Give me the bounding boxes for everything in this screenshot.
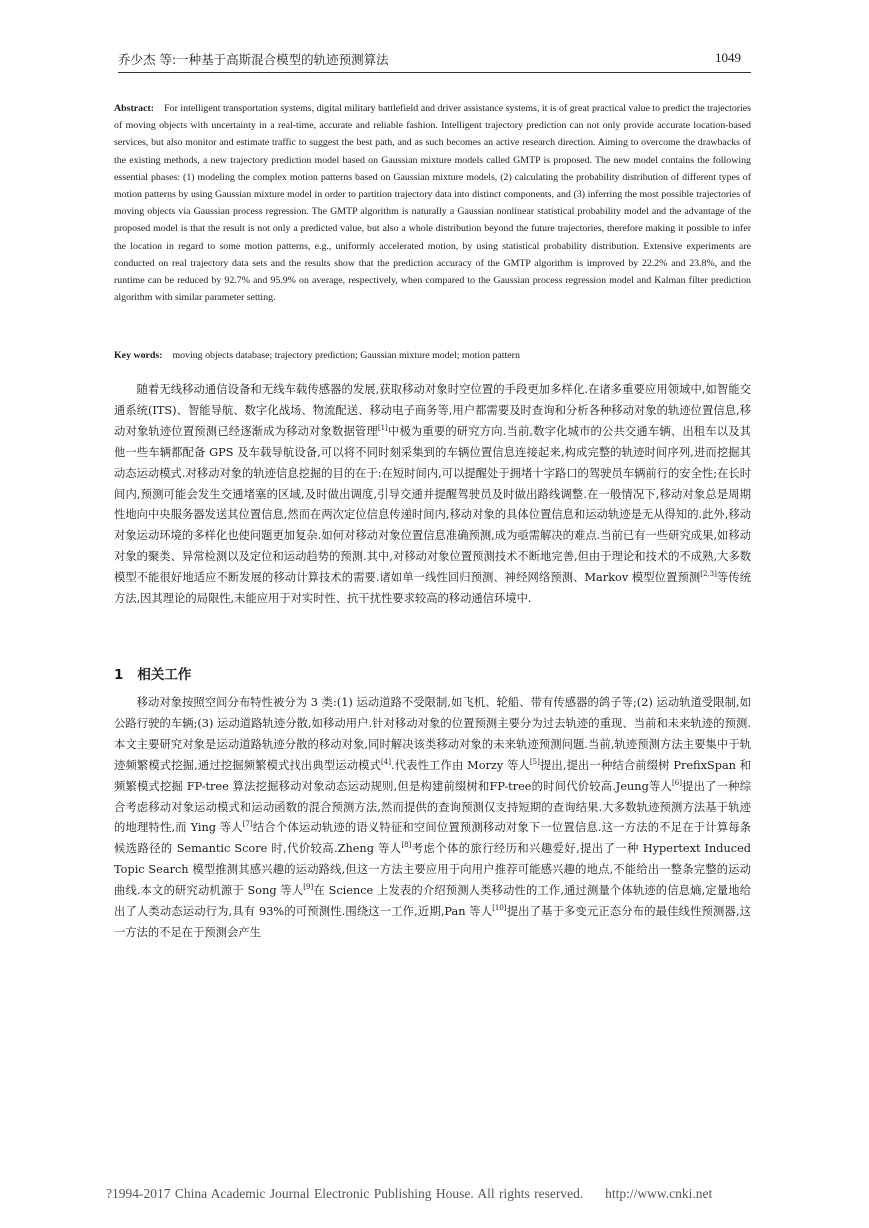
header-rule — [118, 72, 751, 73]
citation: [10] — [492, 904, 507, 913]
footer-url[interactable]: http://www.cnki.net — [605, 1186, 713, 1201]
running-title: 乔少杰 等:一种基于高斯混合模型的轨迹预测算法 — [118, 52, 389, 67]
copyright-notice: ?1994-2017 China Academic Journal Electronic Publishing House. All rights reserved. — [106, 1186, 584, 1201]
section-heading — [114, 663, 191, 683]
page-footer — [106, 1186, 712, 1202]
keywords-label: Key words — [114, 350, 160, 361]
keywords: Key words: moving objects database; trajectory prediction; Gaussian mixture model; motion pattern — [114, 350, 520, 361]
section-title: 相关工作 — [137, 667, 192, 683]
keywords-text: moving objects database; trajectory prediction; Gaussian mixture model; motion pattern — [172, 350, 520, 361]
related-work-paragraph: 移动对象按照空间分布特性被分为 3 类:(1) 运动道路不受限制,如飞机、轮船、带有传感器的鸽子等;(2) 运动轨道受限制,如公路行驶的车辆;(3) 运动道路轨迹分散,如移动用户.针对移动对象的位置预测主要分为过去轨迹的重现、当前和未来轨迹的预测.本文主要研究对象是运动道路轨迹分散的移动对象,同时解决该类移动对象的未来轨迹预测问题.当前,轨迹预测方法主要集中于轨迹频繁模式挖掘,通过挖掘频繁模式找出典型运动模式[4].代表性工作由 Morzy 等人[5]提出,提出一种结合前缀树 PrefixSpan 和频繁模式挖掘 FP-tree 算法挖掘移动对象动态运动规则,但是构建前缀树和FP-tree的时间代价较高.Jeung等人[6]提出了一种综合考虑移动对象运动模式和运动函数的混合预测方法,然而提供的查询预测仅支持短期的查询结果.大多数轨迹预测方法基于轨迹的地理特性,而 Ying 等人[7]结合个体运动轨迹的语义特征和空间位置预测移动对象下一位置信息.这一方法的不足在于计算每条候选路径的 Semantic Score 时,代价较高.Zheng 等人[8]考虑个体的旅行经历和兴趣爱好,提出了一种 Hypertext Induced Topic Search 模型推测其感兴趣的运动路线,但这一方法主要应用于向用户推荐可能感兴趣的地点,不能给出一整条完整的运动曲线.本文的研究动机源于 Song 等人[9]在 Science 上发表的介绍预测人类移动性的工作,通过测量个体轨迹的信息熵,定量地给出了人类动态运动行为,具有 93%的可预测性.围绕这一工作,近期,Pan 等人[10]提出了基于多变元正态分布的最佳线性预测器,这一方法的不足在于预测会产生 — [114, 696, 751, 939]
page-number: 1049 — [715, 50, 741, 65]
citation: [7] — [242, 820, 253, 829]
abstract-label: Abstract — [114, 103, 151, 114]
running-header — [118, 50, 741, 70]
abstract: Abstract: For intelligent transportation systems, digital military battlefield and driver assistance systems, it is of great practical value to predict the trajectories of moving objects with uncertainty in a real-time, accurate and reliable fashion. Intelligent trajectory prediction can not only provide accurate location-based services, but also monitor and estimate traffic to suggest the best path, and as such becomes an active research direction. Aiming to overcome the drawbacks of the existing methods, a new trajectory prediction model based on Gaussian mixture models called GMTP is proposed. The new model contains the following essential phases: (1) modeling the complex motion patterns based on Gaussian mixture models, (2) calculating the probability distribution of different types of motion patterns by using Gaussian mixture model in order to partition trajectory data into distinct components, and (3) inferring the most possible trajectories of moving objects via Gaussian process regression. The GMTP algorithm is naturally a Gaussian nonlinear statistical probability model and the advantage of the proposed model is that the result is not only a predicted value, but also a whole distribution beyond the future trajectories, therefore making it possible to infer the location in regard to some motion patterns, e.g., uniformly accelerated motion, by using statistical probability distribution. Extensive experiments are conducted on real trajectory data sets and the results show that the prediction accuracy of the GMTP algorithm is improved by 22.2% and 23.8%, and the runtime can be reduced by 92.7% and 95.9% on average, respectively, when compared to the Gaussian process regression model and Kalman filter prediction algorithm with similar parameter setting. — [114, 103, 752, 304]
citation: [2,3] — [700, 570, 717, 579]
citation: [6] — [672, 778, 682, 787]
section-number: 1 — [114, 667, 124, 683]
citation: [4] — [381, 757, 391, 766]
citation: [8] — [401, 841, 412, 850]
citation: [5] — [529, 757, 540, 766]
intro-paragraph: 随着无线移动通信设备和无线车载传感器的发展,获取移动对象时空位置的手段更加多样化.在诸多重要应用领域中,如智能交通系统(ITS)、智能导航、数字化战场、物流配送、移动电子商务等,用户都需要及时查询和分析各种移动对象的轨迹位置信息,移动对象轨迹位置预测已经逐渐成为移动对象数据管理[1]中极为重要的研究方向.当前,数字化城市的公共交通车辆、出租车以及其他一些车辆都配备 GPS 及车载导航设备,可以将不同时刻采集到的车辆位置信息连接起来,构成完整的轨迹时间序列,进而挖掘其动态运动模式.对移动对象的轨迹信息挖掘的目的在于:在短时间内,可以提醒处于拥堵十字路口的驾驶员车辆前行的安全性;在长时间内,预测可能会发生交通堵塞的区域,及时做出调度,引导交通并提醒驾驶员及时做出路线调整.在一般情况下,移动对象总是周期性地向中央服务器发送其位置信息,然而在两次定位信息传递时间内,移动对象的具体位置信息和运动轨迹是无从得知的.此外,移动对象运动环境的多样化也使问题更加复杂.如何对移动对象位置信息准确预测,成为亟需解决的难点.当前已有一些研究成果,如移动对象的聚类、异常检测以及定位和运动趋势的预测.其中,对移动对象位置预测技术不断地完善,但由于理论和技术的不成熟,大多数模型不能很好地适应不断发展的移动计算技术的需要.诸如单一线性回归预测、神经网络预测、Markov 模型位置预测[2,3]等传统方法,因其理论的局限性,未能应用于对实时性、抗干扰性要求较高的移动通信环境中. — [114, 383, 751, 606]
abstract-text: For intelligent transportation systems, digital military battlefield and driver assistance systems, it is of great practical value to predict the trajectories of moving objects with uncertainty in a real-time, accurate and reliable fashion. Intelligent trajectory prediction can not only provide accurate location-based services, but also monitor and estimate traffic to suggest the best path, and as such becomes an active research direction. Aiming to overcome the drawbacks of the existing methods, a new trajectory prediction model based on Gaussian mixture models called GMTP is proposed. The new model contains the following essential phases: (1) modeling the complex motion patterns based on Gaussian mixture models, (2) calculating the probability distribution of different types of motion patterns by using Gaussian mixture model in order to partition trajectory data into distinct components, and (3) inferring the most possible trajectories of moving objects via Gaussian process regression. The GMTP algorithm is naturally a Gaussian nonlinear statistical probability model and the advantage of the proposed model is that the result is not only a predicted value, but also a whole distribution beyond the future trajectories, therefore making it possible to infer the location in regard to some motion patterns, e.g., uniformly accelerated motion, by using statistical probability distribution. Extensive experiments are conducted on real trajectory data sets and the results show that the prediction accuracy of the GMTP algorithm is improved by 22.2% and 23.8%, and the runtime can be reduced by 92.7% and 95.9% on average, respectively, when compared to the Gaussian process regression model and Kalman filter prediction algorithm with similar parameter setting. — [114, 103, 752, 304]
citation: [9] — [303, 883, 314, 892]
citation: [1] — [377, 424, 388, 433]
